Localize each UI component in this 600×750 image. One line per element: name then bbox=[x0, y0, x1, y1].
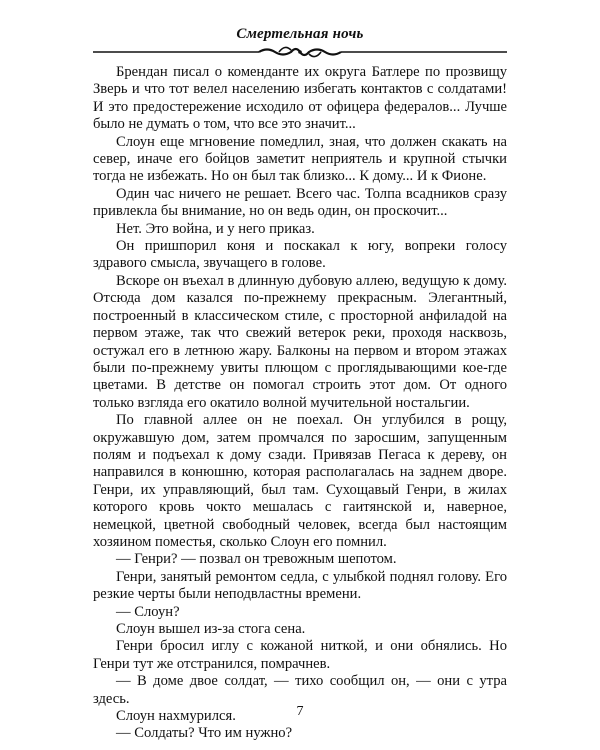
paragraph: Один час ничего не решает. Всего час. Толпа всадников сразу привлекла бы внимание, но он ведь один, он проскочит... bbox=[93, 185, 507, 220]
dialogue-line: — Солдаты? Что им нужно? bbox=[116, 725, 293, 742]
dialogue-line: — В доме двое солдат, — тихо сообщил он, — они с утра здесь. bbox=[93, 673, 507, 707]
paragraph: Генри бросил иглу с кожаной ниткой, и они обнялись. Но Генри тут же отстранился, помрачнев. bbox=[93, 638, 507, 672]
paragraph: Нет. Это война, и у него приказ. bbox=[116, 220, 315, 237]
paragraph: Слоун нахмурился. bbox=[116, 708, 236, 725]
paragraph: Он пришпорил коня и поскакал к югу, вопреки голосу здравого смысла, звучащего в голове. bbox=[93, 238, 507, 272]
running-head: Смертельная ночь bbox=[236, 26, 364, 42]
paragraph: Слоун вышел из-за стога сена. bbox=[116, 621, 306, 637]
paragraph: Слоун еще мгновение помедлил, зная, что должен скакать на север, иначе его бойцов заметит неприятель и крупной стычки тогда не избежать. Но он был так близко... К дому... И к Фионе. bbox=[93, 133, 507, 185]
body-text bbox=[93, 64, 507, 743]
page-number: 7 bbox=[296, 704, 304, 719]
paragraph: Генри, занятый ремонтом седла, с улыбкой поднял голову. Его резкие черты были неподвластны времени. bbox=[93, 568, 507, 603]
paragraph: По главной аллее он не поехал. Он углубился в рощу, окружавшую дом, затем промчался по заросшим, запущенным полям и подъехал к дому сзади. Привязав Пегаса к дереву, он направился в конюшню, которая располагалась на заднем дворе. Генри, их управляющий, был там. Сухощавый Генри, в жилах которого кровь чокто мешалась с гаитянской и, наверное, немецкой, цветной свободный человек, всегда был настоящим хозяином поместья, сколько Слоун его помнил. bbox=[93, 412, 507, 550]
header-ornament-rule bbox=[93, 44, 507, 60]
dialogue-line: — Генри? — позвал он тревожным шепотом. bbox=[116, 551, 397, 568]
paragraph: Вскоре он въехал в длинную дубовую аллею, ведущую к дому. Отсюда дом казался по-прежнему прекрасным. Элегантный, построенный в классическом стиле, с просторной анфиладой на первом этаже, так что свежий ветерок реки, проходя насквозь, остужал его в летнюю жару. Балконы на первом и втором этажах были по-прежнему увиты плющом с проглядывающими кое-где цветами. В детстве он помогал строить этот дом. От одного только взгляда его окатило волной мучительной ностальгии. bbox=[93, 272, 507, 411]
dialogue-line: — Слоун? bbox=[116, 603, 180, 620]
paragraph: Брендан писал о коменданте их округа Батлере по прозвищу Зверь и что тот велел населению избегать контактов с солдатами! И это предостережение исходило от офицера федералов... Лучше было не думать о том, что все это значит... bbox=[93, 64, 507, 133]
